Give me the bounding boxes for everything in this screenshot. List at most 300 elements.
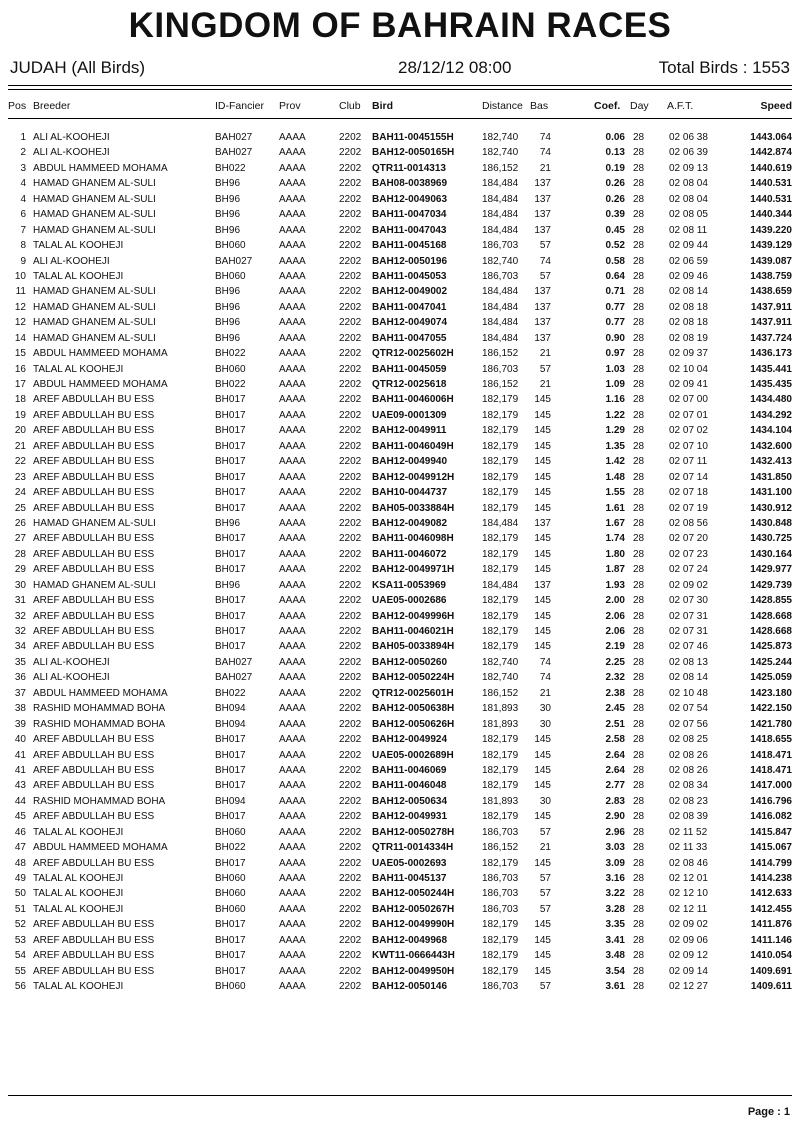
cell-prov: AAAA bbox=[279, 626, 306, 637]
cell-aft: 02 09 41 bbox=[669, 379, 708, 390]
cell-prov: AAAA bbox=[279, 579, 306, 591]
cell-club: 2202 bbox=[339, 456, 362, 468]
cell-breeder: RASHID MOHAMMAD BOHA bbox=[33, 795, 166, 807]
cell-club: 2202 bbox=[339, 826, 362, 838]
cell-position: 7 bbox=[20, 224, 26, 236]
cell-day: 28 bbox=[633, 394, 645, 406]
cell-bird-ring: BAH12-0049996H bbox=[372, 610, 455, 622]
cell-bas: 145 bbox=[534, 641, 551, 653]
cell-day: 28 bbox=[633, 749, 645, 761]
cell-day: 28 bbox=[633, 579, 645, 591]
cell-bas: 137 bbox=[534, 317, 551, 329]
cell-position: 45 bbox=[14, 811, 26, 823]
cell-coef: 0.58 bbox=[605, 255, 625, 267]
cell-club: 2202 bbox=[339, 641, 362, 653]
cell-speed: 1432.413 bbox=[750, 456, 792, 468]
cell-breeder: AREF ABDULLAH BU ESS bbox=[33, 965, 155, 977]
table-row bbox=[0, 454, 800, 469]
cell-distance: 181,893 bbox=[482, 718, 519, 730]
header-aft: A.F.T. bbox=[667, 100, 694, 112]
cell-club: 2202 bbox=[339, 363, 362, 375]
cell-position: 12 bbox=[14, 317, 26, 329]
cell-breeder: ALI AL-KOOHEJI bbox=[33, 672, 110, 684]
cell-aft: 02 08 18 bbox=[669, 317, 708, 329]
cell-id-fancier: BH017 bbox=[215, 502, 246, 514]
cell-day: 28 bbox=[633, 934, 645, 946]
table-row bbox=[0, 979, 800, 994]
cell-bird-ring: BAH08-0038969 bbox=[372, 178, 448, 190]
cell-club: 2202 bbox=[339, 965, 362, 977]
table-row bbox=[0, 886, 800, 901]
cell-bird-ring: BAH12-0049971H bbox=[372, 564, 455, 576]
cell-speed: 1434.480 bbox=[750, 394, 792, 406]
cell-day: 28 bbox=[633, 764, 645, 776]
cell-bas: 57 bbox=[539, 270, 551, 282]
cell-id-fancier: BH017 bbox=[215, 641, 246, 653]
cell-bird-ring: BAH12-0049990H bbox=[372, 919, 455, 931]
cell-bas: 57 bbox=[539, 363, 551, 375]
cell-speed: 1430.848 bbox=[750, 517, 792, 529]
table-row bbox=[0, 578, 800, 593]
cell-coef: 3.54 bbox=[605, 965, 625, 977]
cell-aft: 02 12 10 bbox=[669, 888, 708, 900]
cell-day: 28 bbox=[633, 626, 645, 637]
cell-club: 2202 bbox=[339, 903, 362, 915]
cell-club: 2202 bbox=[339, 348, 362, 360]
cell-breeder: AREF ABDULLAH BU ESS bbox=[33, 811, 155, 823]
cell-bird-ring: KSA11-0053969 bbox=[372, 579, 446, 591]
cell-id-fancier: BH017 bbox=[215, 487, 246, 499]
cell-prov: AAAA bbox=[279, 610, 306, 622]
cell-prov: AAAA bbox=[279, 734, 306, 746]
cell-club: 2202 bbox=[339, 579, 362, 591]
header-club: Club bbox=[339, 100, 361, 112]
cell-club: 2202 bbox=[339, 919, 362, 931]
cell-day: 28 bbox=[633, 734, 645, 746]
cell-speed: 1440.531 bbox=[750, 193, 792, 205]
cell-prov: AAAA bbox=[279, 749, 306, 761]
cell-coef: 0.45 bbox=[605, 224, 625, 236]
cell-position: 50 bbox=[14, 888, 26, 900]
cell-bas: 145 bbox=[534, 502, 551, 514]
cell-speed: 1438.659 bbox=[750, 286, 792, 298]
cell-distance: 184,484 bbox=[482, 517, 519, 529]
table-row bbox=[0, 516, 800, 531]
cell-club: 2202 bbox=[339, 672, 362, 684]
cell-id-fancier: BH96 bbox=[215, 209, 241, 221]
cell-position: 55 bbox=[14, 965, 26, 977]
cell-breeder: ABDUL HAMMEED MOHAMA bbox=[33, 842, 168, 854]
cell-bird-ring: BAH12-0050260 bbox=[372, 656, 448, 668]
cell-club: 2202 bbox=[339, 178, 362, 190]
cell-speed: 1418.471 bbox=[750, 764, 792, 776]
cell-breeder: HAMAD GHANEM AL-SULI bbox=[33, 178, 156, 190]
cell-breeder: TALAL AL KOOHEJI bbox=[33, 826, 124, 838]
cell-speed: 1415.067 bbox=[750, 842, 792, 854]
cell-breeder: AREF ABDULLAH BU ESS bbox=[33, 456, 155, 468]
cell-bas: 145 bbox=[534, 394, 551, 406]
cell-bird-ring: BAH11-0045137 bbox=[372, 873, 447, 884]
cell-bas: 74 bbox=[539, 656, 551, 668]
cell-breeder: AREF ABDULLAH BU ESS bbox=[33, 950, 155, 962]
cell-aft: 02 08 04 bbox=[669, 178, 708, 190]
table-row bbox=[0, 284, 800, 299]
cell-speed: 1425.059 bbox=[750, 672, 792, 684]
cell-club: 2202 bbox=[339, 517, 362, 529]
cell-day: 28 bbox=[633, 564, 645, 576]
cell-prov: AAAA bbox=[279, 795, 306, 807]
cell-bird-ring: BAH12-0049940 bbox=[372, 456, 448, 468]
cell-day: 28 bbox=[633, 595, 645, 607]
cell-day: 28 bbox=[633, 409, 645, 421]
cell-breeder: HAMAD GHANEM AL-SULI bbox=[33, 579, 156, 591]
cell-day: 28 bbox=[633, 456, 645, 468]
cell-bird-ring: BAH11-0046069 bbox=[372, 764, 447, 776]
header-day: Day bbox=[630, 100, 649, 112]
cell-coef: 3.09 bbox=[605, 857, 625, 869]
table-row bbox=[0, 269, 800, 284]
cell-day: 28 bbox=[633, 209, 645, 221]
header-coef: Coef. bbox=[594, 100, 621, 112]
cell-prov: AAAA bbox=[279, 178, 306, 190]
cell-id-fancier: BH022 bbox=[215, 162, 246, 174]
cell-coef: 1.09 bbox=[605, 379, 625, 390]
cell-distance: 186,152 bbox=[482, 842, 519, 854]
cell-aft: 02 08 26 bbox=[669, 764, 708, 776]
cell-coef: 0.19 bbox=[605, 162, 625, 174]
table-row bbox=[0, 331, 800, 346]
cell-coef: 2.83 bbox=[605, 795, 625, 807]
cell-bas: 145 bbox=[534, 734, 551, 746]
cell-prov: AAAA bbox=[279, 348, 306, 360]
cell-distance: 182,179 bbox=[482, 764, 519, 776]
cell-speed: 1434.292 bbox=[750, 409, 792, 421]
cell-day: 28 bbox=[633, 317, 645, 329]
cell-aft: 02 07 46 bbox=[669, 641, 708, 653]
cell-breeder: HAMAD GHANEM AL-SULI bbox=[33, 301, 156, 313]
header-prov: Prov bbox=[279, 100, 301, 112]
cell-bird-ring: BAH11-0046021H bbox=[372, 626, 454, 637]
cell-aft: 02 10 48 bbox=[669, 687, 708, 699]
cell-id-fancier: BH96 bbox=[215, 224, 241, 236]
cell-position: 49 bbox=[14, 873, 26, 884]
cell-distance: 182,179 bbox=[482, 950, 519, 962]
cell-bas: 145 bbox=[534, 811, 551, 823]
cell-distance: 184,484 bbox=[482, 178, 519, 190]
cell-bas: 21 bbox=[539, 348, 551, 360]
cell-coef: 3.16 bbox=[605, 873, 625, 884]
cell-bas: 145 bbox=[534, 456, 551, 468]
cell-breeder: TALAL AL KOOHEJI bbox=[33, 873, 124, 884]
cell-speed: 1439.087 bbox=[750, 255, 792, 267]
cell-breeder: AREF ABDULLAH BU ESS bbox=[33, 471, 155, 483]
cell-bird-ring: UAE05-0002689H bbox=[372, 749, 454, 761]
divider-top-double bbox=[8, 89, 792, 90]
table-row bbox=[0, 192, 800, 207]
table-row bbox=[0, 763, 800, 778]
cell-breeder: HAMAD GHANEM AL-SULI bbox=[33, 332, 156, 344]
cell-position: 39 bbox=[14, 718, 26, 730]
cell-bird-ring: BAH12-0049002 bbox=[372, 286, 448, 298]
cell-position: 18 bbox=[14, 394, 26, 406]
cell-breeder: HAMAD GHANEM AL-SULI bbox=[33, 286, 156, 298]
cell-day: 28 bbox=[633, 517, 645, 529]
table-row bbox=[0, 778, 800, 793]
cell-coef: 2.77 bbox=[605, 780, 625, 792]
cell-speed: 1425.244 bbox=[750, 656, 792, 668]
cell-prov: AAAA bbox=[279, 301, 306, 313]
cell-day: 28 bbox=[633, 981, 645, 993]
cell-club: 2202 bbox=[339, 734, 362, 746]
cell-coef: 0.26 bbox=[605, 193, 625, 205]
cell-bird-ring: BAH12-0050267H bbox=[372, 903, 455, 915]
header-breeder: Breeder bbox=[33, 100, 71, 112]
cell-bas: 21 bbox=[539, 379, 551, 390]
cell-speed: 1425.873 bbox=[750, 641, 792, 653]
cell-bird-ring: BAH12-0049924 bbox=[372, 734, 448, 746]
cell-breeder: AREF ABDULLAH BU ESS bbox=[33, 610, 155, 622]
cell-bas: 145 bbox=[534, 425, 551, 437]
table-row bbox=[0, 933, 800, 948]
table-row bbox=[0, 207, 800, 222]
cell-prov: AAAA bbox=[279, 780, 306, 792]
cell-distance: 186,703 bbox=[482, 270, 519, 282]
cell-speed: 1415.847 bbox=[750, 826, 792, 838]
cell-day: 28 bbox=[633, 533, 645, 545]
table-row bbox=[0, 840, 800, 855]
cell-breeder: HAMAD GHANEM AL-SULI bbox=[33, 209, 156, 221]
cell-breeder: AREF ABDULLAH BU ESS bbox=[33, 425, 155, 437]
cell-prov: AAAA bbox=[279, 471, 306, 483]
cell-distance: 182,179 bbox=[482, 456, 519, 468]
cell-bas: 137 bbox=[534, 209, 551, 221]
cell-id-fancier: BH017 bbox=[215, 394, 246, 406]
cell-breeder: AREF ABDULLAH BU ESS bbox=[33, 857, 155, 869]
cell-id-fancier: BH060 bbox=[215, 888, 246, 900]
cell-club: 2202 bbox=[339, 749, 362, 761]
cell-position: 37 bbox=[14, 687, 26, 699]
cell-id-fancier: BH060 bbox=[215, 240, 246, 252]
cell-club: 2202 bbox=[339, 209, 362, 221]
cell-bas: 21 bbox=[539, 687, 551, 699]
cell-speed: 1436.173 bbox=[750, 348, 792, 360]
cell-speed: 1430.725 bbox=[750, 533, 792, 545]
cell-position: 46 bbox=[14, 826, 26, 838]
cell-bird-ring: BAH11-0045168 bbox=[372, 240, 447, 252]
cell-coef: 1.29 bbox=[605, 425, 625, 437]
cell-bas: 145 bbox=[534, 548, 551, 560]
cell-position: 14 bbox=[14, 332, 26, 344]
cell-coef: 1.16 bbox=[605, 394, 625, 406]
cell-breeder: AREF ABDULLAH BU ESS bbox=[33, 548, 155, 560]
cell-position: 12 bbox=[14, 301, 26, 313]
cell-position: 32 bbox=[14, 626, 26, 637]
cell-id-fancier: BH017 bbox=[215, 764, 246, 776]
cell-bas: 74 bbox=[539, 147, 551, 159]
table-row bbox=[0, 825, 800, 840]
cell-prov: AAAA bbox=[279, 409, 306, 421]
cell-prov: AAAA bbox=[279, 641, 306, 653]
cell-club: 2202 bbox=[339, 425, 362, 437]
cell-coef: 0.90 bbox=[605, 332, 625, 344]
cell-prov: AAAA bbox=[279, 332, 306, 344]
table-row bbox=[0, 346, 800, 361]
cell-position: 21 bbox=[14, 440, 26, 452]
cell-aft: 02 09 06 bbox=[669, 934, 708, 946]
cell-club: 2202 bbox=[339, 394, 362, 406]
cell-distance: 184,484 bbox=[482, 579, 519, 591]
cell-position: 56 bbox=[14, 981, 26, 993]
cell-speed: 1431.100 bbox=[750, 487, 792, 499]
cell-id-fancier: BAH027 bbox=[215, 255, 253, 267]
cell-coef: 1.67 bbox=[605, 517, 625, 529]
cell-prov: AAAA bbox=[279, 502, 306, 514]
table-row bbox=[0, 485, 800, 500]
cell-id-fancier: BH060 bbox=[215, 363, 246, 375]
cell-aft: 02 09 37 bbox=[669, 348, 708, 360]
cell-bas: 145 bbox=[534, 471, 551, 483]
cell-id-fancier: BH022 bbox=[215, 687, 246, 699]
cell-position: 43 bbox=[14, 780, 26, 792]
cell-breeder: TALAL AL KOOHEJI bbox=[33, 888, 124, 900]
cell-bird-ring: QTR12-0025601H bbox=[372, 687, 454, 699]
cell-breeder: ALI AL-KOOHEJI bbox=[33, 656, 110, 668]
cell-position: 40 bbox=[14, 734, 26, 746]
cell-aft: 02 09 02 bbox=[669, 919, 708, 931]
cell-coef: 1.80 bbox=[605, 548, 625, 560]
cell-bird-ring: BAH12-0049074 bbox=[372, 317, 448, 329]
cell-bas: 30 bbox=[539, 718, 551, 730]
cell-breeder: AREF ABDULLAH BU ESS bbox=[33, 919, 155, 931]
cell-id-fancier: BH017 bbox=[215, 919, 246, 931]
header-id-fancier: ID-Fancier bbox=[215, 100, 265, 112]
cell-aft: 02 09 13 bbox=[669, 162, 708, 174]
cell-speed: 1432.600 bbox=[750, 440, 792, 452]
cell-bas: 145 bbox=[534, 749, 551, 761]
cell-id-fancier: BAH027 bbox=[215, 672, 253, 684]
cell-bird-ring: BAH12-0049912H bbox=[372, 471, 455, 483]
cell-position: 22 bbox=[14, 456, 26, 468]
cell-bas: 21 bbox=[539, 162, 551, 174]
cell-club: 2202 bbox=[339, 409, 362, 421]
cell-day: 28 bbox=[633, 919, 645, 931]
cell-day: 28 bbox=[633, 379, 645, 390]
cell-id-fancier: BH96 bbox=[215, 301, 241, 313]
table-row bbox=[0, 871, 800, 886]
cell-bas: 57 bbox=[539, 240, 551, 252]
cell-speed: 1442.874 bbox=[750, 147, 792, 159]
cell-bas: 137 bbox=[534, 193, 551, 205]
cell-speed: 1434.104 bbox=[750, 425, 792, 437]
cell-distance: 182,740 bbox=[482, 656, 519, 668]
cell-breeder: AREF ABDULLAH BU ESS bbox=[33, 409, 155, 421]
divider-top bbox=[8, 85, 792, 86]
cell-coef: 3.48 bbox=[605, 950, 625, 962]
cell-aft: 02 11 52 bbox=[669, 826, 708, 838]
cell-club: 2202 bbox=[339, 718, 362, 730]
cell-distance: 184,484 bbox=[482, 332, 519, 344]
cell-bird-ring: UAE05-0002693 bbox=[372, 857, 447, 869]
cell-position: 17 bbox=[14, 379, 26, 390]
cell-day: 28 bbox=[633, 672, 645, 684]
cell-day: 28 bbox=[633, 548, 645, 560]
cell-bird-ring: BAH12-0050165H bbox=[372, 147, 455, 159]
cell-prov: AAAA bbox=[279, 903, 306, 915]
cell-club: 2202 bbox=[339, 656, 362, 668]
cell-day: 28 bbox=[633, 132, 645, 143]
cell-aft: 02 07 31 bbox=[669, 626, 708, 637]
cell-position: 25 bbox=[14, 502, 26, 514]
cell-bas: 30 bbox=[539, 795, 551, 807]
cell-speed: 1429.977 bbox=[750, 564, 792, 576]
cell-speed: 1412.455 bbox=[750, 903, 792, 915]
table-row bbox=[0, 161, 800, 176]
table-header bbox=[0, 100, 800, 116]
cell-bas: 57 bbox=[539, 981, 551, 993]
cell-breeder: AREF ABDULLAH BU ESS bbox=[33, 502, 155, 514]
cell-prov: AAAA bbox=[279, 425, 306, 437]
cell-speed: 1430.912 bbox=[750, 502, 792, 514]
cell-bas: 21 bbox=[539, 842, 551, 854]
cell-coef: 0.64 bbox=[605, 270, 625, 282]
cell-position: 4 bbox=[20, 178, 26, 190]
cell-club: 2202 bbox=[339, 626, 362, 637]
cell-bird-ring: BAH11-0047055 bbox=[372, 332, 447, 344]
table-row bbox=[0, 686, 800, 701]
cell-aft: 02 07 00 bbox=[669, 394, 708, 406]
cell-club: 2202 bbox=[339, 533, 362, 545]
cell-distance: 182,179 bbox=[482, 780, 519, 792]
results-table bbox=[0, 130, 800, 995]
cell-day: 28 bbox=[633, 656, 645, 668]
divider-header bbox=[8, 118, 792, 119]
table-row bbox=[0, 609, 800, 624]
cell-position: 19 bbox=[14, 409, 26, 421]
cell-club: 2202 bbox=[339, 795, 362, 807]
cell-day: 28 bbox=[633, 502, 645, 514]
cell-bird-ring: KWT11-0666443H bbox=[372, 950, 455, 962]
cell-prov: AAAA bbox=[279, 672, 306, 684]
cell-prov: AAAA bbox=[279, 718, 306, 730]
cell-position: 1 bbox=[20, 132, 26, 143]
cell-club: 2202 bbox=[339, 301, 362, 313]
cell-bas: 145 bbox=[534, 780, 551, 792]
cell-club: 2202 bbox=[339, 687, 362, 699]
header-pos: Pos bbox=[8, 100, 27, 112]
cell-speed: 1416.796 bbox=[750, 795, 792, 807]
cell-speed: 1440.531 bbox=[750, 178, 792, 190]
cell-bird-ring: BAH12-0049911 bbox=[372, 425, 447, 437]
cell-bas: 145 bbox=[534, 610, 551, 622]
cell-id-fancier: BH094 bbox=[215, 703, 246, 715]
cell-speed: 1439.129 bbox=[750, 240, 792, 252]
cell-prov: AAAA bbox=[279, 363, 306, 375]
cell-day: 28 bbox=[633, 348, 645, 360]
cell-breeder: HAMAD GHANEM AL-SULI bbox=[33, 193, 156, 205]
cell-bird-ring: UAE05-0002686 bbox=[372, 595, 447, 607]
cell-breeder: ALI AL-KOOHEJI bbox=[33, 147, 110, 159]
cell-id-fancier: BH017 bbox=[215, 456, 246, 468]
cell-id-fancier: BH017 bbox=[215, 780, 246, 792]
cell-prov: AAAA bbox=[279, 379, 306, 390]
cell-position: 38 bbox=[14, 703, 26, 715]
cell-club: 2202 bbox=[339, 193, 362, 205]
cell-bird-ring: BAH12-0050626H bbox=[372, 718, 455, 730]
cell-prov: AAAA bbox=[279, 456, 306, 468]
cell-aft: 02 08 19 bbox=[669, 332, 708, 344]
cell-position: 36 bbox=[14, 672, 26, 684]
cell-coef: 2.96 bbox=[605, 826, 625, 838]
